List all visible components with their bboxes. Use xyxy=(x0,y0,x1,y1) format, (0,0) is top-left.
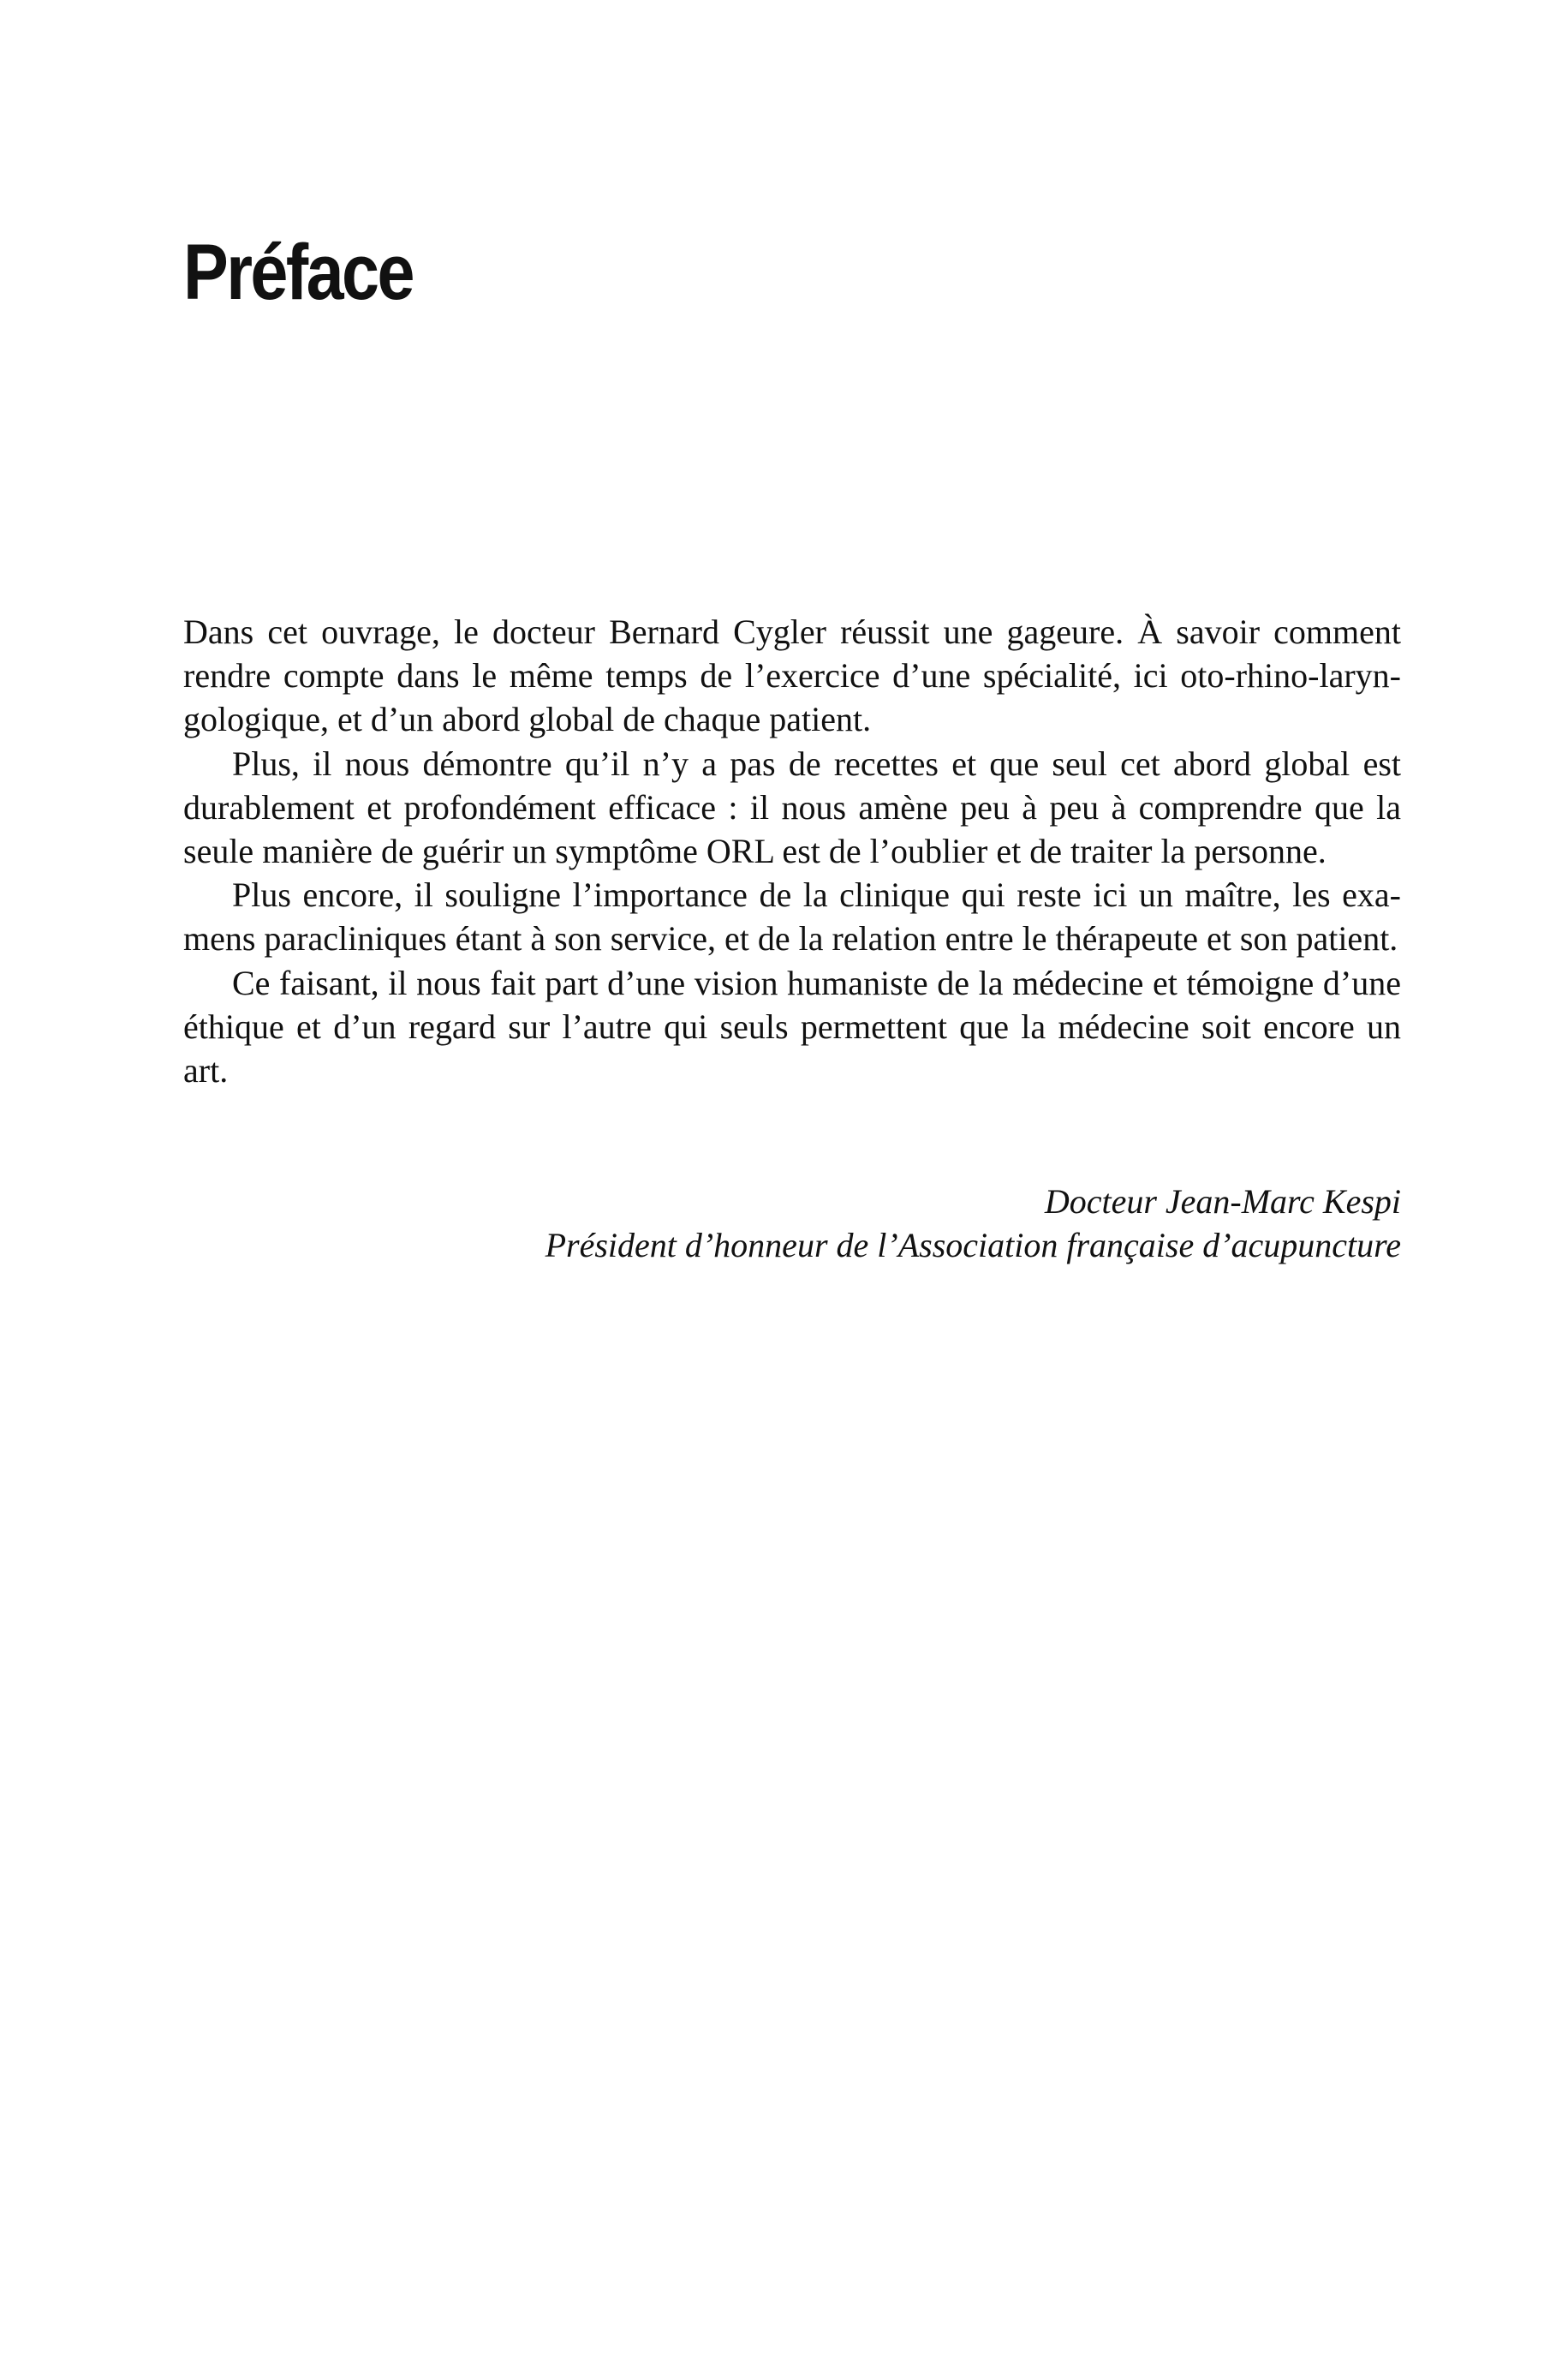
paragraph: Plus, il nous démontre qu’il n’y a pas de recettes et que seul cet abord global est durablement et profondément efficace : il nous amène peu à peu à comprendre que la seule manière de guérir un symptôme ORL est de l’oublier et de traiter la personne. xyxy=(183,744,1401,871)
signature-name: Docteur Jean-Marc Kespi xyxy=(1044,1182,1401,1221)
signature-title: Président d’honneur de l’Association française d’acupuncture xyxy=(545,1226,1401,1265)
page-title: Préface xyxy=(183,229,413,316)
preface-body xyxy=(183,610,1401,1092)
paragraph: Plus encore, il souligne l’importance de la clinique qui reste ici un maître, les examens paracliniques étant à son service, et de la relation entre le thérapeute et son patient. xyxy=(183,875,1401,959)
signature-block xyxy=(546,1180,1401,1267)
paragraph: Dans cet ouvrage, le docteur Bernard Cygler réussit une gageure. À savoir comment rendre compte dans le même temps de l’exercice d’une spécialité, ici oto-rhino-laryngologique, et d’un abord global de chaque patient. xyxy=(183,612,1401,739)
paragraph: Ce faisant, il nous fait part d’une vision humaniste de la médecine et témoigne d’une éthique et d’un regard sur l’autre qui seuls permettent que la médecine soit encore un art. xyxy=(183,963,1401,1090)
